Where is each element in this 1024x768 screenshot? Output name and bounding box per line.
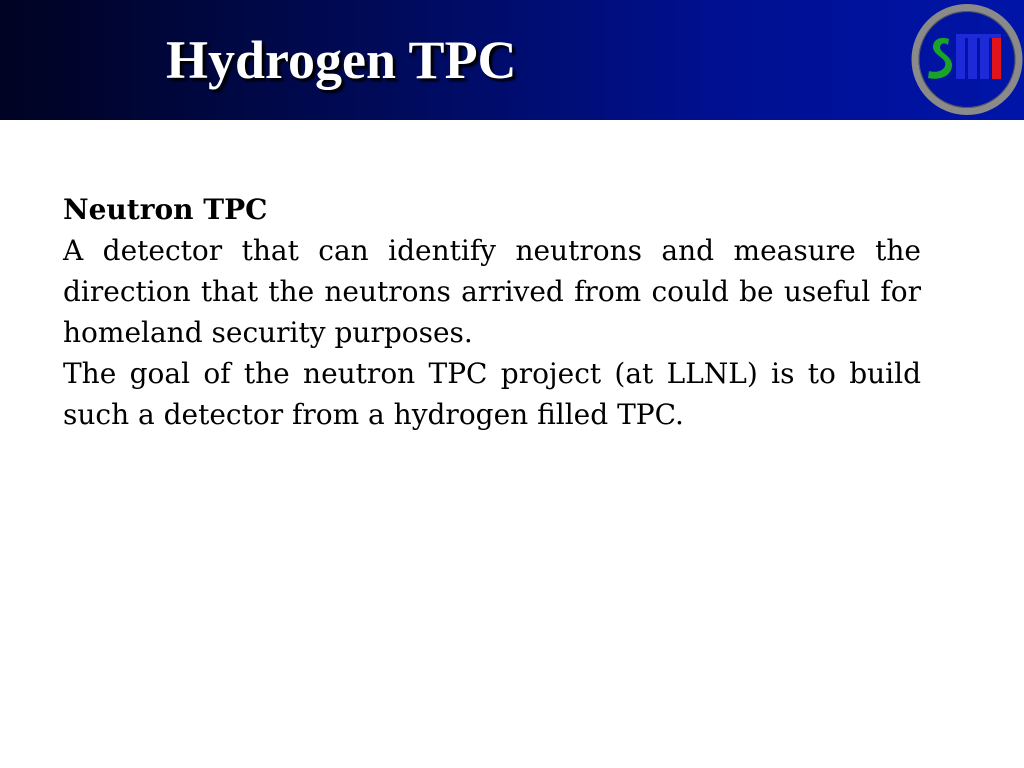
smi-logo <box>910 1 1024 118</box>
body-paragraph: A detector that can identify neutrons and measure the direction that the neutrons arrived from could be useful for homeland security purposes. <box>63 234 921 349</box>
title-banner <box>0 0 1024 120</box>
section-heading: Neutron TPC <box>63 193 268 226</box>
slide-title: Hydrogen TPC <box>166 30 517 90</box>
body-paragraph: The goal of the neutron TPC project (at LLNL) is to build such a detector from a hydrogen filled TPC. <box>63 357 921 431</box>
slide-body <box>63 189 921 435</box>
